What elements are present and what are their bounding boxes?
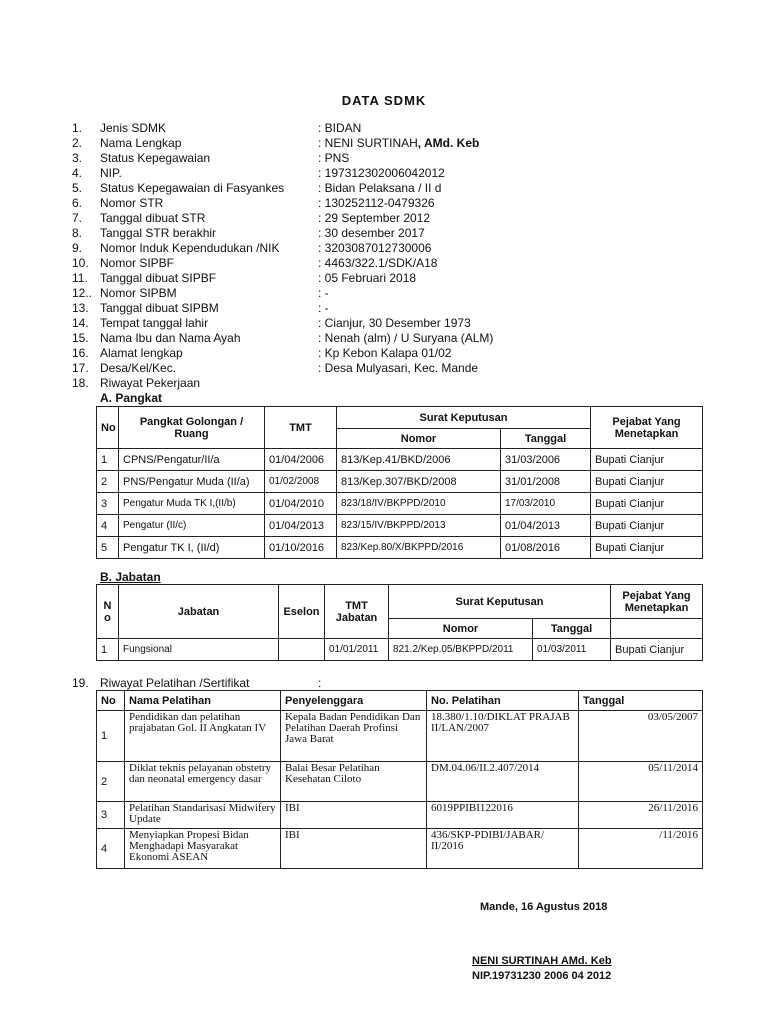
cell-nomor: 18.380/1.10/DIKLAT PRAJAB II/LAN/2007 <box>427 711 579 762</box>
cell-pangkat: Pengatur (II/c) <box>119 515 265 537</box>
field-number: 11. <box>72 271 88 285</box>
jabatan-section-label: B. Jabatan <box>100 570 161 584</box>
field-value-bold: , AMd. Keb <box>417 136 480 150</box>
cell-tanggal: 01/04/2013 <box>501 515 591 537</box>
cell-tanggal: 17/03/2010 <box>501 493 591 515</box>
field-label: Nomor STR <box>100 196 164 210</box>
cell-tanggal: 31/03/2006 <box>501 449 591 471</box>
field-label: Nomor SIPBM <box>100 286 177 300</box>
cell-no: 3 <box>97 802 125 829</box>
cell-tmt: 01/02/2008 <box>265 471 337 493</box>
field-number: 10. <box>72 256 89 270</box>
field-number: 5. <box>72 181 83 195</box>
cell-tmt: 01/04/2006 <box>265 449 337 471</box>
field-number: 4. <box>72 166 83 180</box>
field-label: Tanggal dibuat SIPBF <box>100 271 217 285</box>
pangkat-header-nomor: Nomor <box>337 429 501 449</box>
cell-penyelenggara: Balai Besar Pelatihan Kesehatan Ciloto <box>281 762 427 802</box>
jabatan-table <box>96 584 703 661</box>
jabatan-header-tmt <box>325 585 389 639</box>
pangkat-table <box>96 406 703 559</box>
cell-penyelenggara: Kepala Badan Pendidikan Dan Pelatihan Daerah Profinsi Jawa Barat <box>281 711 427 762</box>
header-line: Pejabat Yang <box>612 415 681 428</box>
field-label: Jenis SDMK <box>100 121 167 135</box>
field-number: 1. <box>72 121 83 135</box>
header-line: Menetapkan <box>614 427 679 440</box>
field-value: : 197312302006042012 <box>318 166 445 180</box>
field-value: : 30 desember 2017 <box>318 226 425 240</box>
cell-pejabat: Bupati Cianjur <box>591 471 703 493</box>
table-row <box>97 711 703 762</box>
cell-tanggal: 03/05/2007 <box>579 711 703 762</box>
field-label: Nomor SIPBF <box>100 256 175 270</box>
pangkat-header-row <box>97 407 703 429</box>
cell-no: 4 <box>97 829 125 869</box>
field-label: Tempat tanggal lahir <box>100 316 209 330</box>
field-number: 2. <box>72 136 83 150</box>
cell-tmt: 01/10/2016 <box>265 537 337 559</box>
cell-no: 1 <box>97 639 119 661</box>
pangkat-header-tmt: TMT <box>265 407 337 449</box>
field-value: : 130252112-0479326 <box>318 196 435 210</box>
field-value: : Bidan Pelaksana / II d <box>318 181 442 195</box>
field-number: 18. <box>72 376 89 390</box>
header-line: Pejabat Yang <box>622 589 691 602</box>
cell-pejabat: Bupati Cianjur <box>591 537 703 559</box>
field-number: 9. <box>72 241 83 255</box>
cell-tanggal: 01/08/2016 <box>501 537 591 559</box>
cell-nama: Menyiapkan Propesi Bidan Menghadapi Masyarakat Ekonomi ASEAN <box>125 829 281 869</box>
jabatan-header-pejabat <box>611 585 703 619</box>
cell-nama: Diklat teknis pelayanan obstetry dan neonatal emergency dasar <box>125 762 281 802</box>
header-line: Pangkat Golongan / <box>139 415 244 428</box>
field-label: Alamat lengkap <box>100 346 183 360</box>
pelatihan-header-nama: Nama Pelatihan <box>125 691 281 711</box>
cell-pejabat: Bupati Cianjur <box>611 639 703 661</box>
cell-nomor: 813/Kep.307/BKD/2008 <box>337 471 501 493</box>
cell-tmt: 01/01/2011 <box>325 639 389 661</box>
cell-no: 3 <box>97 493 119 515</box>
document-title: DATA SDMK <box>341 93 427 108</box>
field-label: Status Kepegawaian di Fasyankes <box>100 181 285 195</box>
cell-tmt: 01/04/2013 <box>265 515 337 537</box>
cell-tmt: 01/04/2010 <box>265 493 337 515</box>
cell-pangkat: PNS/Pengatur Muda (II/a) <box>119 471 265 493</box>
pelatihan-header-penyelenggara: Penyelenggara <box>281 691 427 711</box>
cell-no: 1 <box>97 711 125 762</box>
jabatan-header-nomor: Nomor <box>389 619 533 639</box>
pangkat-header-sk: Surat Keputusan <box>337 407 591 429</box>
cell-no: 5 <box>97 537 119 559</box>
field-value: : 05 Februari 2018 <box>318 271 417 285</box>
field-value: : Kp Kebon Kalapa 01/02 <box>318 346 452 360</box>
field-number: 15. <box>72 331 89 345</box>
cell-nomor: 823/15/IV/BKPPD/2013 <box>337 515 501 537</box>
field-number: 19. <box>72 676 89 690</box>
header-line: TMT <box>345 599 368 612</box>
pelatihan-header-row <box>97 691 703 711</box>
jabatan-header-tanggal: Tanggal <box>533 619 611 639</box>
pelatihan-header-tanggal: Tanggal <box>579 691 703 711</box>
field-number: 13. <box>72 301 89 315</box>
field-value: : <box>318 676 322 690</box>
table-row <box>97 471 703 493</box>
cell-nomor: 823/18/IV/BKPPD/2010 <box>337 493 501 515</box>
field-label: Tanggal dibuat SIPBM <box>100 301 219 315</box>
jabatan-header-sk: Surat Keputusan <box>389 585 611 619</box>
field-label: Riwayat Pelatihan /Sertifikat <box>100 676 250 690</box>
field-value: : Nenah (alm) / U Suryana (ALM) <box>318 331 494 345</box>
jabatan-header-no <box>97 585 119 639</box>
signature-nip: NIP.19731230 2006 04 2012 <box>472 970 612 982</box>
cell-pangkat: CPNS/Pengatur/II/a <box>119 449 265 471</box>
cell-jabatan: Fungsional <box>119 639 279 661</box>
field-value <box>318 136 479 151</box>
field-value: : 29 September 2012 <box>318 211 431 225</box>
cell-nomor: DM.04.06/II.2.407/2014 <box>427 762 579 802</box>
table-row <box>97 639 703 661</box>
pelatihan-table <box>96 690 703 869</box>
header-line: N <box>103 599 112 612</box>
cell-no: 2 <box>97 762 125 802</box>
field-number: 14. <box>72 316 89 330</box>
header-line: Menetapkan <box>624 601 689 614</box>
header-line: o <box>104 611 111 624</box>
field-label: Desa/Kel/Kec. <box>100 361 177 375</box>
field-number: 8. <box>72 226 83 240</box>
cell-penyelenggara: IBI <box>281 829 427 869</box>
cell-pangkat: Pengatur Muda TK I,(II/b) <box>119 493 265 515</box>
header-line: Ruang <box>174 427 209 440</box>
field-value: : 4463/322.1/SDK/A18 <box>318 256 438 270</box>
field-number: 6. <box>72 196 83 210</box>
field-number: 12.. <box>72 286 93 300</box>
field-value: : 3203087012730006 <box>318 241 432 255</box>
field-label: Tanggal dibuat STR <box>100 211 206 225</box>
field-value: : Cianjur, 30 Desember 1973 <box>318 316 471 330</box>
cell-tanggal: 31/01/2008 <box>501 471 591 493</box>
cell-eselon <box>279 639 325 661</box>
field-value: : BIDAN <box>318 121 362 135</box>
field-value: : Desa Mulyasari, Kec. Mande <box>318 361 479 375</box>
cell-pejabat: Bupati Cianjur <box>591 493 703 515</box>
field-label: Status Kepegawaian <box>100 151 211 165</box>
field-number: 16. <box>72 346 89 360</box>
cell-no: 1 <box>97 449 119 471</box>
field-label: Riwayat Pekerjaan <box>100 376 201 390</box>
header-line: Jabatan <box>335 611 378 624</box>
pangkat-section-label: A. Pangkat <box>100 391 163 405</box>
cell-tanggal: /11/2016 <box>579 829 703 869</box>
cell-nomor: 813/Kep.41/BKD/2006 <box>337 449 501 471</box>
table-row <box>97 829 703 869</box>
field-label: Nomor Induk Kependudukan /NIK <box>100 241 280 255</box>
field-number: 3. <box>72 151 83 165</box>
field-label: Nama Lengkap <box>100 136 182 150</box>
field-number: 17. <box>72 361 89 375</box>
jabatan-header-jabatan: Jabatan <box>119 585 279 639</box>
field-value: : - <box>318 301 329 315</box>
field-label: Nama Ibu dan Nama Ayah <box>100 331 241 345</box>
signature-name: NENI SURTINAH AMd. Keb <box>472 955 612 967</box>
cell-nomor: 436/SKP-PDIBI/JABAR/ II/2016 <box>427 829 579 869</box>
cell-nama: Pendidikan dan pelatihan prajabatan Gol. II Angkatan IV <box>125 711 281 762</box>
field-value: : PNS <box>318 151 350 165</box>
jabatan-header-row <box>97 585 703 619</box>
table-row <box>97 802 703 829</box>
pangkat-header-pejabat <box>591 407 703 449</box>
pangkat-header-no: No <box>97 407 119 449</box>
table-row <box>97 515 703 537</box>
cell-pejabat: Bupati Cianjur <box>591 515 703 537</box>
cell-nomor: 6019PPIBI122016 <box>427 802 579 829</box>
cell-tanggal: 05/11/2014 <box>579 762 703 802</box>
cell-nomor: 823/Kep.80/X/BKPPD/2016 <box>337 537 501 559</box>
cell-no: 4 <box>97 515 119 537</box>
jabatan-header-eselon: Eselon <box>279 585 325 639</box>
cell-penyelenggara: IBI <box>281 802 427 829</box>
signature-place-date: Mande, 16 Agustus 2018 <box>480 901 608 913</box>
field-value-text: : NENI SURTINAH <box>318 136 418 150</box>
table-row <box>97 537 703 559</box>
pangkat-header-tanggal: Tanggal <box>501 429 591 449</box>
jabatan-header-blank <box>611 619 703 639</box>
pangkat-header-golongan <box>119 407 265 449</box>
cell-no: 2 <box>97 471 119 493</box>
field-number: 7. <box>72 211 83 225</box>
field-label: NIP. <box>100 166 122 180</box>
table-row <box>97 762 703 802</box>
table-row <box>97 493 703 515</box>
field-value: : - <box>318 286 329 300</box>
pelatihan-header-nomor: No. Pelatihan <box>427 691 579 711</box>
cell-tanggal: 26/11/2016 <box>579 802 703 829</box>
cell-pangkat: Pengatur TK I, (II/d) <box>119 537 265 559</box>
cell-nomor: 821.2/Kep.05/BKPPD/2011 <box>389 639 533 661</box>
field-label: Tanggal STR berakhir <box>100 226 217 240</box>
table-row <box>97 449 703 471</box>
cell-tanggal: 01/03/2011 <box>533 639 611 661</box>
pelatihan-header-no: No <box>97 691 125 711</box>
cell-pejabat: Bupati Cianjur <box>591 449 703 471</box>
cell-nama: Pelatihan Standarisasi Midwifery Update <box>125 802 281 829</box>
